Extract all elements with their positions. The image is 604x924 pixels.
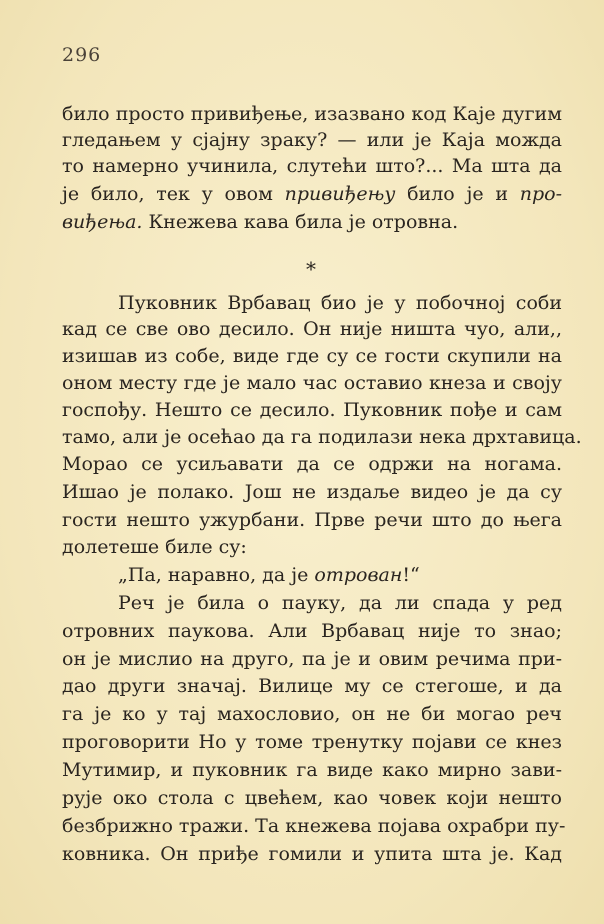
text-line: то намерно учинила, слутећи што?... Ма шта да <box>62 155 562 177</box>
text-line: госпођу. Нешто се десило. Пуковник пође и сам <box>62 399 562 421</box>
page-number: 296 <box>62 44 102 66</box>
section-separator: * <box>306 257 316 281</box>
text-line: Реч је била о пауку, да ли спада у ред <box>118 592 562 614</box>
text-line: Мутимир, и пуковник га виде како мирно зави- <box>62 759 562 781</box>
text-line: безбрижно тражи. Та кнежева појава охрабри пу- <box>62 815 566 837</box>
text-line: Пуковник Врбавац био је у побочној соби <box>118 292 562 314</box>
text-line: оном месту где је мало час оставио кнеза и своју <box>62 372 562 394</box>
text-line: Ишао је полако. Још не издаље видео је да су <box>62 481 562 503</box>
text-line: долетеше биле су: <box>62 536 247 558</box>
text-line: гости нешто ужурбани. Прве речи што до њега <box>62 509 562 531</box>
text-line: тамо, али је осећао да га подилази нека дрхтавица. <box>62 426 582 448</box>
text-line: Морао се усиљавати да се одржи на ногама. <box>62 453 562 475</box>
text-line: рује око стола с цвећем, као човек који нешто <box>62 787 562 809</box>
text-line: проговорити Но у томе тренутку појави се кнез <box>62 731 562 753</box>
text-line: виђења. Кнежева кава била је отровна. <box>62 211 459 233</box>
quote-line: „Па, наравно, да је отрован!“ <box>118 564 420 586</box>
text-line: ковника. Он приђе гомили и упита шта је. Кад <box>62 843 562 865</box>
text-line: кад се све ово десило. Он није ништа чуо, али,, <box>62 318 562 340</box>
text-line: га је ко у тај махословио, он не би могао реч <box>62 703 562 725</box>
text-line: је било, тек у овом привиђењу било је и про- <box>62 183 562 205</box>
text-line: гледањем у сјајну зраку? — или је Каја можда <box>62 129 562 151</box>
text-line: отровних паукова. Али Врбавац није то знао; <box>62 620 562 642</box>
text-line: дао други значај. Вилице му се стегоше, и да <box>62 675 562 697</box>
text-line: изишав из собе, виде где су се гости скупили на <box>62 345 562 367</box>
text-line: он је мислио на друго, па је и овим речима при- <box>62 648 562 670</box>
text-line: било просто привиђење, изазвано код Каје дугим <box>62 103 562 125</box>
